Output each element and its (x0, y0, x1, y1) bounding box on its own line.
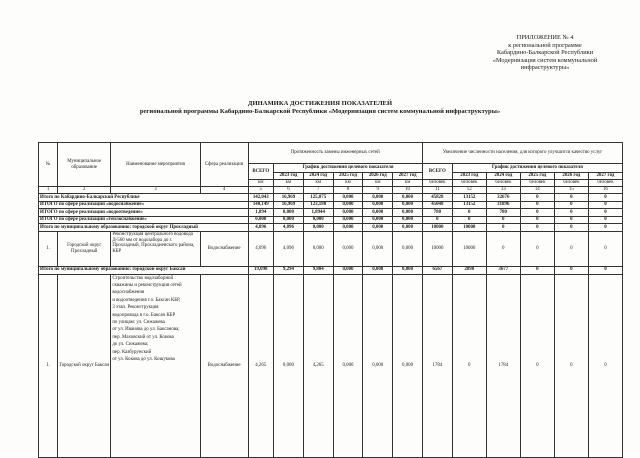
summary-value: 0 (422, 216, 452, 224)
summary-name: Итого по Кабардино-Балкарской Республике (39, 194, 249, 202)
header-year: 2026 год (554, 173, 588, 180)
summary-value: 13152 (452, 201, 486, 209)
row-value: 0 (588, 231, 622, 266)
row-value: 1784 (486, 274, 520, 457)
row-value: 0,000 (363, 231, 393, 266)
summary-value: 0,000 (303, 216, 333, 224)
column-number: 10 (393, 187, 423, 194)
row-value: 0 (588, 274, 622, 457)
row-value: 0 (486, 231, 520, 266)
summary-value: 0 (554, 224, 588, 232)
summary-value: 0,000 (333, 216, 363, 224)
column-number: 8 (333, 187, 363, 194)
summary-value: 0 (486, 224, 520, 232)
header-unit-people: человек (486, 180, 520, 187)
summary-value: 10000 (422, 224, 452, 232)
summary-value: 2890 (452, 266, 486, 274)
summary-value: 16,969 (274, 194, 304, 202)
summary-value: 0 (588, 266, 622, 274)
summary-value: 0,000 (363, 194, 393, 202)
summary-value: 4,096 (248, 224, 274, 232)
document-subtitle: региональной программы Кабардино-Балкарской Республики «Модернизация систем коммунальной инфраструктуры» (139, 108, 501, 115)
summary-value: 45828 (422, 194, 452, 202)
row-value: 10000 (422, 231, 452, 266)
summary-value: 0 (452, 209, 486, 217)
row-value: 0,000 (393, 274, 423, 457)
header-year: 2027 год (588, 173, 622, 180)
row-value: 0,000 (333, 231, 363, 266)
summary-value: 0 (588, 194, 622, 202)
summary-value: 780 (422, 209, 452, 217)
measure-line: 3 этап. Реконструкция (112, 305, 159, 311)
summary-value: 0,000 (393, 201, 423, 209)
row-value: 0 (452, 274, 486, 457)
summary-value: 0 (520, 266, 554, 274)
row-value: 0 (554, 231, 588, 266)
row-sphere: Водоснабжение (200, 231, 248, 266)
summary-value: 0,000 (303, 224, 333, 232)
summary-value: 0 (588, 201, 622, 209)
summary-value: 19,098 (248, 266, 274, 274)
row-value: 4,265 (303, 274, 333, 457)
header-unit-people: человек (422, 180, 452, 187)
summary-value: 0,000 (333, 209, 363, 217)
summary-value: 0,000 (393, 266, 423, 274)
header-unit-km: км (274, 180, 304, 187)
annex-line: Кабардино-Балкарской Республики (496, 49, 594, 57)
header-schedule-people: График достижения целевого показателя (452, 164, 622, 173)
summary-value: 0,000 (274, 216, 304, 224)
header-year: 2023 год (452, 173, 486, 180)
summary-value: 0 (452, 216, 486, 224)
header-municipality: Муниципальное образование (58, 143, 111, 187)
summary-value: 123,180 (303, 201, 333, 209)
summary-value: 0,000 (248, 216, 274, 224)
header-unit-km: км (363, 180, 393, 187)
header-year: 2026 год (363, 173, 393, 180)
summary-value: 0 (520, 224, 554, 232)
summary-value: 0 (554, 194, 588, 202)
row-value: 4,096 (274, 231, 304, 266)
summary-value: 0 (520, 194, 554, 202)
column-number: 5 (248, 187, 274, 194)
measure-line: скважины и реконструкция сетей (112, 282, 182, 288)
summary-value: 0 (588, 209, 622, 217)
column-number: 2 (58, 187, 111, 194)
row-value: 0 (520, 274, 554, 457)
table-row-baksan (39, 274, 623, 457)
summary-value: 125,075 (303, 194, 333, 202)
summary-value: 0 (520, 209, 554, 217)
summary-name: ИТОГО по сфере реализации «теплоснабжение» (39, 216, 249, 224)
measure-line: пер. Маховский от ул. Кокова (112, 334, 174, 340)
summary-value: 0,000 (393, 224, 423, 232)
measure-line: водоснабжения (112, 290, 145, 296)
measure-line: от ул. Иванова до ул. Баксанова; (112, 327, 180, 333)
row-sphere: Водоснабжение (200, 274, 248, 457)
row-measure (111, 274, 200, 457)
row-value: 1784 (422, 274, 452, 457)
summary-value: 1,894 (248, 209, 274, 217)
header-group-population: Увеличение численности населения, для которого улучшится качество услуг (422, 143, 622, 164)
summary-value: 0 (554, 201, 588, 209)
row-value: 0,000 (363, 274, 393, 457)
summary-value: 0 (588, 224, 622, 232)
row-value: 0 (520, 231, 554, 266)
table-row-prokhladny (39, 231, 623, 266)
header-unit-people: человек (520, 180, 554, 187)
column-number: 1 (39, 187, 58, 194)
header-year: 2025 год (520, 173, 554, 180)
row-no: 1. (39, 274, 58, 457)
summary-value: 0,000 (363, 209, 393, 217)
summary-value: 4,096 (274, 224, 304, 232)
row-value: 10000 (452, 231, 486, 266)
summary-value: 0 (520, 216, 554, 224)
summary-value: 140,149 (248, 201, 274, 209)
summary-row (39, 209, 623, 217)
summary-value: 31896 (486, 201, 520, 209)
summary-name: ИТОГО по сфере реализации «водоотведение» (39, 209, 249, 217)
summary-value: 13152 (452, 194, 486, 202)
summary-value: 6567 (422, 266, 452, 274)
summary-row (39, 194, 623, 202)
header-unit-people: человек (452, 180, 486, 187)
summary-value: 32676 (486, 194, 520, 202)
row-measure: Реконструкция центрального водовода Д-560 мм от водозабора до г. Прохладный, Прохладненского района, КБР (111, 231, 200, 266)
column-number: 11 (422, 187, 452, 194)
summary-value: 0,000 (363, 266, 393, 274)
measure-line: по улицам: ул. Сижажева (112, 320, 165, 325)
measure-line: водопровода в г.о. Баксан КБР (112, 312, 176, 318)
annex-line: инфраструктуры» (520, 64, 570, 72)
header-unit-km: км (333, 180, 363, 187)
summary-value: 0 (554, 216, 588, 224)
summary-value: 45048 (422, 201, 452, 209)
summary-value: 0,000 (333, 201, 363, 209)
column-number: 6 (274, 187, 304, 194)
header-schedule-km: График достижения целевого показателя (274, 164, 423, 173)
summary-row-baksan (39, 266, 623, 274)
header-unit-km: км (248, 180, 274, 187)
summary-name: ИТОГО по сфере реализации «водоснабжение» (39, 201, 249, 209)
summary-value: 10000 (452, 224, 486, 232)
summary-value: 1,8944 (303, 209, 333, 217)
row-municipality: Городской округ Прохладный (58, 231, 111, 266)
summary-value: 0 (554, 209, 588, 217)
row-value: 0,000 (333, 274, 363, 457)
indicators-table (38, 142, 623, 458)
header-unit-people: человек (554, 180, 588, 187)
summary-name: Итого по муниципальному образованию: городской округ Прохладный (39, 224, 249, 232)
header-year: 2025 год (333, 173, 363, 180)
header-year: 2023 год (274, 173, 304, 180)
annex-line: к региональной программе (508, 41, 582, 49)
annex-line: «Модернизация систем коммунальной (492, 56, 598, 64)
summary-row (39, 216, 623, 224)
summary-value: 0,000 (393, 194, 423, 202)
summary-value: 142,043 (248, 194, 274, 202)
summary-value: 0,000 (363, 216, 393, 224)
column-number: 3 (111, 187, 200, 194)
header-sphere: Сфера реализации (200, 143, 248, 187)
row-value: 0 (554, 274, 588, 457)
summary-value: 0,000 (333, 224, 363, 232)
measure-line: от ул. Кокова до ул. Кошукова (112, 357, 175, 363)
column-number: 9 (363, 187, 393, 194)
summary-value: 780 (486, 209, 520, 217)
measure-line: пер. Казбурунский (112, 349, 152, 355)
measure-line: Строительство водозаборной (112, 275, 174, 281)
row-municipality: Городской округ Баксан (58, 274, 111, 457)
header-total-people: ВСЕГО (422, 164, 452, 180)
annex-number: ПРИЛОЖЕНИЕ № 4 (516, 34, 574, 41)
row-no: 1. (39, 231, 58, 266)
summary-value: 0,000 (363, 201, 393, 209)
summary-value: 0,000 (393, 216, 423, 224)
row-value: 4,096 (248, 231, 274, 266)
row-value: 0,000 (303, 231, 333, 266)
column-number: 16 (588, 187, 622, 194)
annex-block (470, 34, 620, 72)
summary-value: 0 (520, 201, 554, 209)
summary-value: 0 (486, 216, 520, 224)
summary-value: 0,000 (363, 224, 393, 232)
header-year: 2027 год (393, 173, 423, 180)
summary-value: 0,000 (333, 194, 363, 202)
column-number: 15 (554, 187, 588, 194)
summary-value: 0,000 (333, 266, 363, 274)
row-value: 0,000 (393, 231, 423, 266)
row-value: 0,000 (274, 274, 304, 457)
summary-value: 0,000 (393, 209, 423, 217)
summary-value: 9,804 (303, 266, 333, 274)
header-unit-km: км (393, 180, 423, 187)
summary-row (39, 224, 623, 232)
header-year: 2024 год (303, 173, 333, 180)
header-total-km: ВСЕГО (248, 164, 274, 180)
row-value: 4,265 (248, 274, 274, 457)
column-number: 4 (200, 187, 248, 194)
measure-line: до ул. Сижажева; (112, 342, 149, 348)
header-measure: Наименование мероприятия (111, 143, 200, 187)
header-group-pipes: Протяженность замены инженерных сетей (248, 143, 422, 164)
header-year: 2024 год (486, 173, 520, 180)
column-number: 12 (452, 187, 486, 194)
summary-value: 3677 (486, 266, 520, 274)
header-unit-km: км (303, 180, 333, 187)
column-number: 13 (486, 187, 520, 194)
header-no: № (39, 143, 58, 187)
summary-value: 16,969 (274, 201, 304, 209)
summary-row (39, 201, 623, 209)
column-number: 7 (303, 187, 333, 194)
header-unit-people: человек (588, 180, 622, 187)
summary-value: 9,294 (274, 266, 304, 274)
summary-name: Итого по муниципальному образованию: городской округ Баксан (39, 266, 249, 274)
summary-value: 0,000 (274, 209, 304, 217)
measure-line: и водоотведения г.о. Баксан КБР, (112, 297, 181, 303)
column-number: 14 (520, 187, 554, 194)
summary-value: 0 (554, 266, 588, 274)
summary-value: 0 (588, 216, 622, 224)
document-title: ДИНАМИКА ДОСТИЖЕНИЯ ПОКАЗАТЕЛЕЙ (247, 100, 393, 107)
